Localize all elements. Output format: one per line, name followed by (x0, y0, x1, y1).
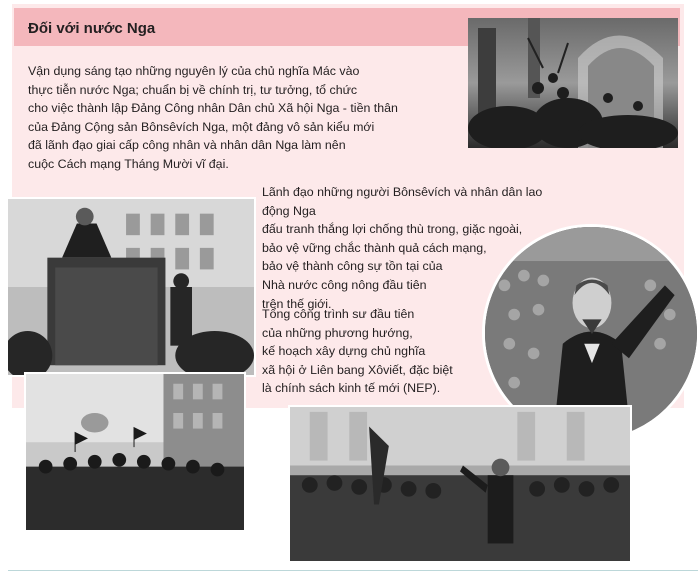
paragraph-nep: Tổng công trình sư đầu tiên của những phương hướng, kế hoạch xây dựng chủ nghĩa xã hội ở Liên bang Xôviết, đặc biệt là chính sách kinh tế mới (NEP). (262, 307, 453, 396)
section-title: Đối với nước Nga (28, 20, 156, 37)
photo-street-march (24, 372, 246, 532)
photo-revolution-scene (468, 18, 678, 148)
photo-crowd-speech (288, 405, 632, 563)
bottom-divider (8, 570, 698, 571)
photo-lenin-podium (6, 197, 256, 377)
paragraph-marxism: Vận dụng sáng tạo những nguyên lý của chủ nghĩa Mác vào thực tiễn nước Nga; chuẩn bị về chính trị, tư tưởng, tổ chức cho việc thành lập Đảng Công nhân Dân chủ Xã hội Nga - tiền thân của Đảng Cộng sản Bônsêvích Nga, một đảng vô sản kiểu mới đã lãnh đạo giai cấp công nhân và nhân dân Nga làm nên cuộc Cách mạng Tháng Mười vĩ đại. (28, 64, 398, 171)
paragraph-leadership: Lãnh đạo những người Bônsêvích và nhân dân lao động Nga đấu tranh thắng lợi chống thù trong, giặc ngoài, bảo vệ vững chắc thành quả cách mạng, bảo vệ thành công sự tồn tại của Nhà nước công nông đầu tiên trên thế giới. (262, 185, 543, 311)
